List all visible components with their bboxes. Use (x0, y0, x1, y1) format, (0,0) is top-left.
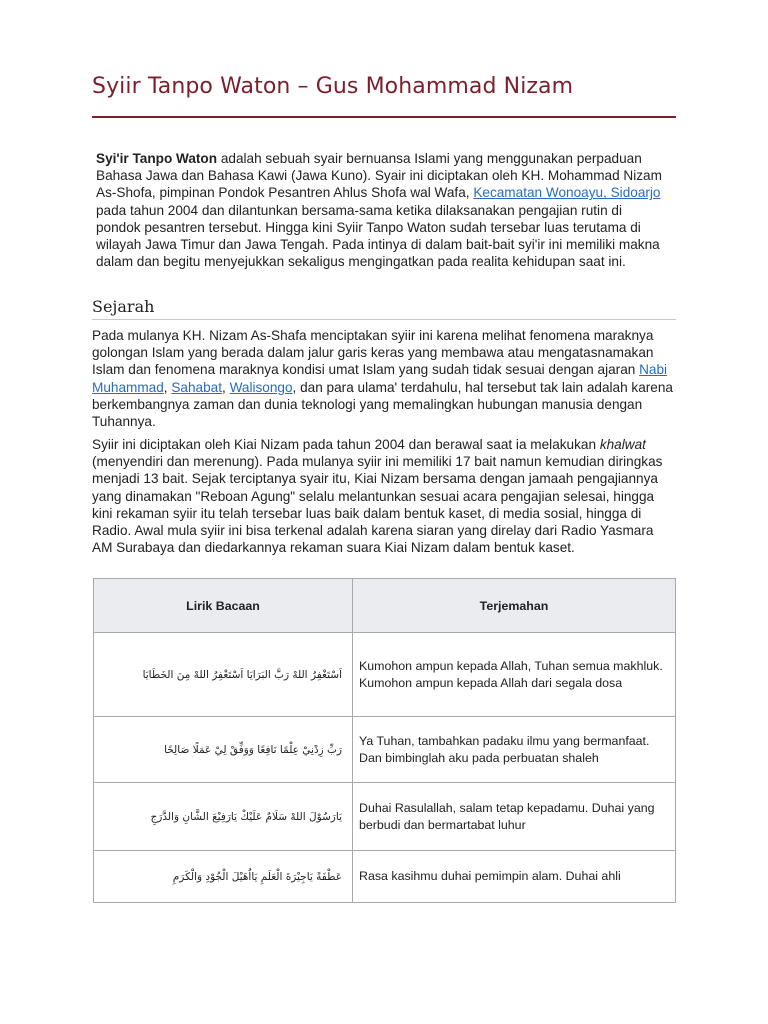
section-divider (92, 319, 676, 320)
arabic-lyric: يَارَسُوْلَ اللهْ سَلَامٌ عَلَيْكْ يَارَفِيْعَ الشَّانِ وَالدَّرَجِ (94, 783, 353, 851)
intro-bold-term: Syi'ir Tanpo Waton (96, 151, 218, 166)
table-header-row (94, 579, 676, 633)
p2-text-1: Syiir ini diciptakan oleh Kiai Nizam pada tahun 2004 dan berawal saat ia melakukan (92, 437, 600, 452)
p1-text-2: , dan para ulama' terdahulu, hal tersebut tak lain adalah karena berkembangnya zaman dan dunia teknologi yang memalingkan hubungan manusia dengan Tuhannya. (92, 379, 673, 430)
arabic-lyric: عَطْفَةً يَاجِيْرَةَ الْعَلَمِ يَااُهَيْلَ الْجُوْدِ وَالْكَرَمِ (94, 851, 353, 903)
intro-paragraph (96, 150, 662, 270)
table-row (94, 783, 676, 851)
translation-text: Kumohon ampun kepada Allah, Tuhan semua makhluk. Kumohon ampun kepada Allah dari segala dosa (353, 633, 676, 717)
p1-sep-2: , (222, 379, 230, 395)
intro-text-1: adalah sebuah syair bernuansa Islami yang menggunakan perpaduan Bahasa Jawa dan Bahasa Kawi (Jawa Kuno). Syair ini diciptakan oleh KH. Mohammad Nizam As-Shofa, pimpinan Pondok Pesantren Ahlus Shofa wal Wafa, (96, 151, 662, 201)
sejarah-paragraph-2 (92, 436, 676, 556)
table-row (94, 851, 676, 903)
table-row (94, 633, 676, 717)
link-wonoayu-sidoarjo[interactable]: Kecamatan Wonoayu, Sidoarjo (473, 185, 661, 201)
header-terjemahan: Terjemahan (353, 579, 676, 633)
p1-sep-1: , (163, 379, 172, 395)
lyrics-table (93, 578, 676, 903)
intro-text-2: pada tahun 2004 dan dilantunkan bersama-sama ketika dilaksanakan pengajian rutin di pondok pesantren tersebut. Hingga kini Syiir Tanpo Waton sudah tersebar luas terutama di wilayah Jawa Timur dan Jawa Tengah. Pada intinya di dalam bait-bait syi'ir ini memiliki makna dalam dan begitu menyejukkan sekaligus mengingatkan pada realita kehidupan saat ini. (96, 202, 660, 270)
p2-text-2: (menyendiri dan merenung). Pada mulanya syiir ini memiliki 17 bait namun kemudian diringkas menjadi 13 bait. Sejak terciptanya syair itu, Kiai Nizam bersama dengan jamaah pengajiannya yang dinamakan "Reboan Agung" selalu melantunkan sesuai acara pengajian selesai, hingga kini rekaman syiir itu telah tersebar luas baik dalam bentuk kaset, di media sosial, hingga di Radio. Awal mula syiir ini bisa terkenal adalah karena siaran yang direlay dari Radio Yasmara AM Surabaya dan diedarkannya rekaman suara Kiai Nizam dalam bentuk kaset. (92, 454, 663, 556)
p1-text-1: Pada mulanya KH. Nizam As-Shafa menciptakan syiir ini karena melihat fenomena maraknya golongan Islam yang berada dalam jalur garis keras yang membawa atau mengatasnamakan Islam dan fenomena maraknya kondisi umat Islam yang sudah tidak sesuai dengan ajaran (92, 328, 654, 378)
arabic-lyric: رَبِّ زِدْنِيْ عِلْمًا نَافِعًا وَوَفِّقْ لِيْ عَمَلًا صَالِحًا (94, 717, 353, 783)
section-heading-sejarah: Sejarah (92, 297, 155, 316)
link-sahabat[interactable]: Sahabat (171, 379, 222, 395)
title-divider (92, 116, 676, 118)
table-row (94, 717, 676, 783)
translation-text: Rasa kasihmu duhai pemimpin alam. Duhai ahli (353, 851, 676, 903)
header-lirik-bacaan: Lirik Bacaan (94, 579, 353, 633)
arabic-lyric: اَسْتَغْفِرُ اللهْ رَبَّ البَرَايَا اَسْتَغْفِرُ اللهْ مِنَ الخَطَايَا (94, 633, 353, 717)
translation-text: Ya Tuhan, tambahkan padaku ilmu yang bermanfaat. Dan bimbinglah aku pada perbuatan shaleh (353, 717, 676, 783)
p2-italic-term: khalwat (599, 437, 646, 452)
page-title: Syiir Tanpo Waton – Gus Mohammad Nizam (92, 74, 574, 99)
translation-text: Duhai Rasulallah, salam tetap kepadamu. Duhai yang berbudi dan bermartabat luhur (353, 783, 676, 851)
link-nabi-muhammad[interactable]: Nabi Muhammad (92, 362, 668, 395)
sejarah-paragraph-1 (92, 327, 676, 430)
link-walisongo[interactable]: Walisongo (229, 379, 293, 395)
